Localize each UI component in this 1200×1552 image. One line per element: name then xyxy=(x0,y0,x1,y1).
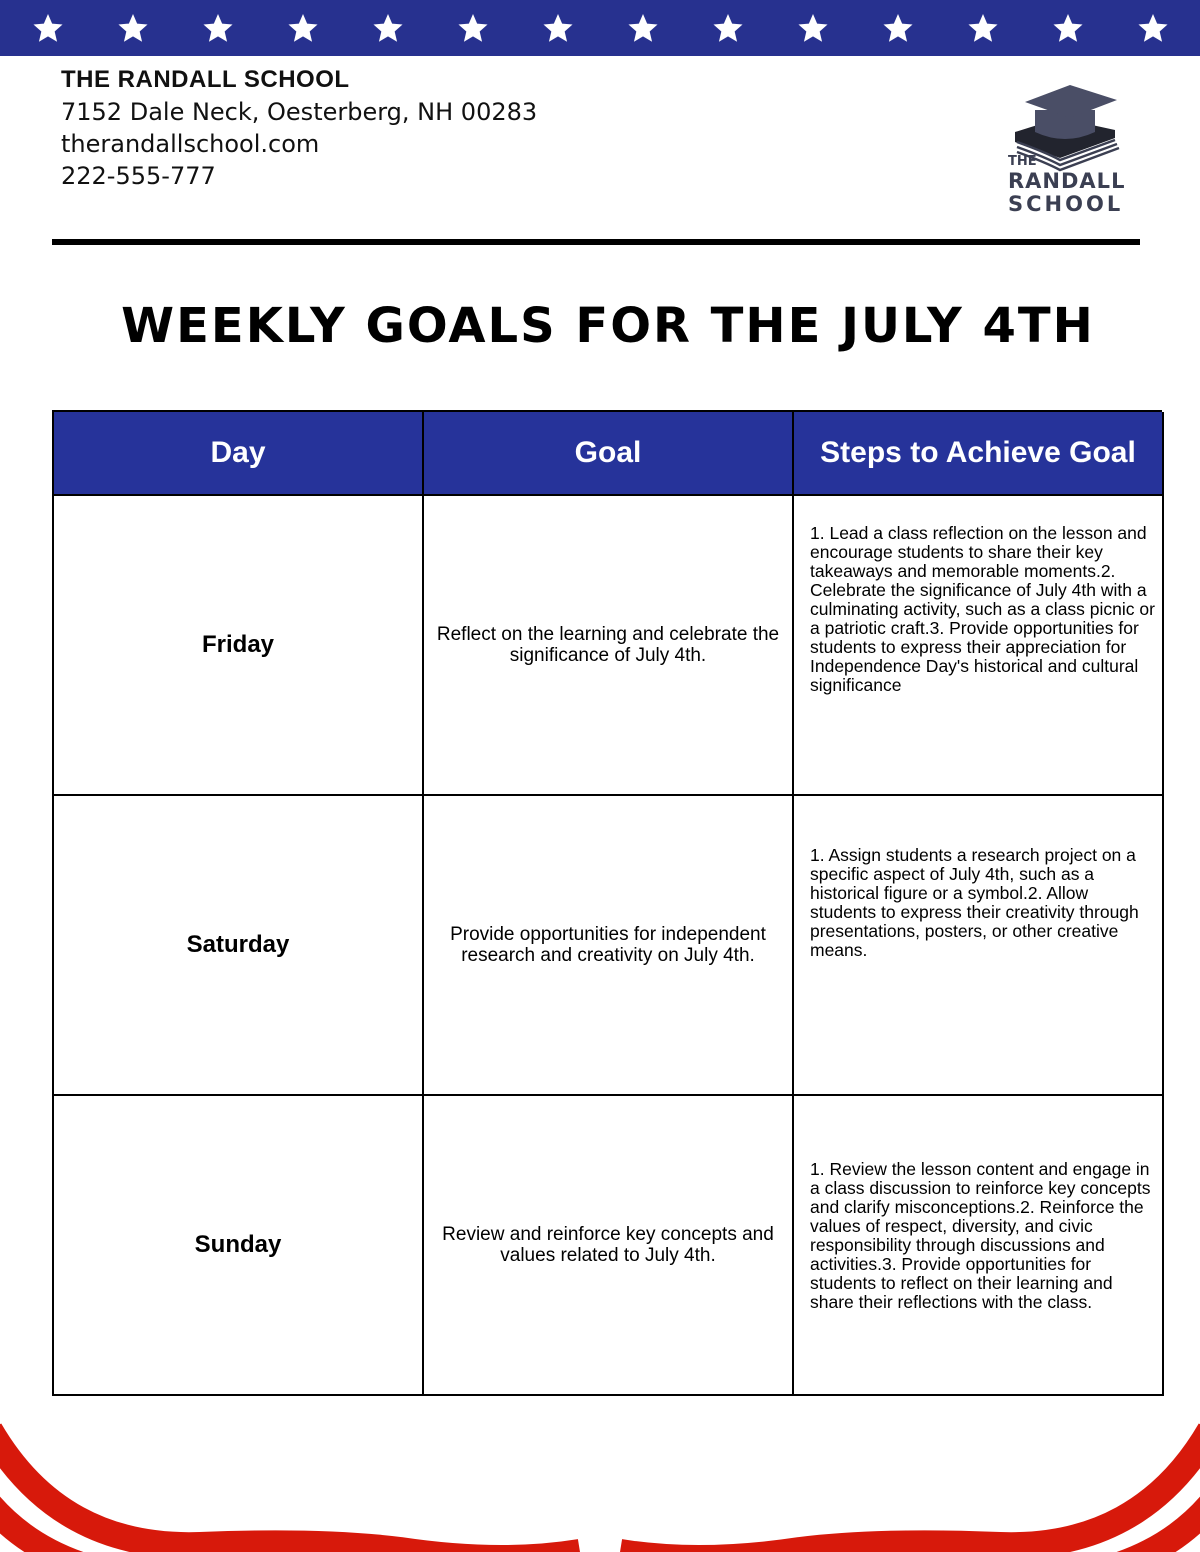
weekly-goals-table xyxy=(52,410,1162,1396)
page-title: WEEKLY GOALS FOR THE JULY 4TH xyxy=(121,298,1095,354)
star-icon xyxy=(542,12,574,44)
star-icon xyxy=(627,12,659,44)
star-banner xyxy=(0,0,1200,56)
steps-cell: 1. Review the lesson content and engage in a class discussion to reinforce key concepts and clarify misconceptions.2. Reinforce the values of respect, diversity, and civic responsibility through discussions and activities.3. Provide opportunities for students to reflect on their learning and share their reflections with the class. xyxy=(794,1096,1164,1396)
day-cell: Saturday xyxy=(54,796,424,1096)
steps-cell: 1. Assign students a research project on a specific aspect of July 4th, such as a historical figure or a symbol.2. Allow students to express their creativity through presentations, posters, or other creative means. xyxy=(794,796,1164,1096)
logo-the: THE xyxy=(1008,154,1037,169)
goal-cell: Reflect on the learning and celebrate the significance of July 4th. xyxy=(424,496,794,796)
goal-cell: Review and reinforce key concepts and values related to July 4th. xyxy=(424,1096,794,1396)
address: 7152 Dale Neck, Oesterberg, NH 00283 xyxy=(61,98,538,126)
star-icon xyxy=(457,12,489,44)
column-header-day: Day xyxy=(54,412,424,496)
logo-randall: RANDALL xyxy=(1008,169,1126,193)
website: therandallschool.com xyxy=(61,130,320,158)
steps-cell: 1. Lead a class reflection on the lesson and encourage students to share their key takeaways and memorable moments.2. Celebrate the significance of July 4th with a culminating activity, such as a class picnic or a patriotic craft.3. Provide opportunities for students to express their appreciation for Independence Day's historical and cultural significance xyxy=(794,496,1164,796)
star-icon xyxy=(712,12,744,44)
star-icon xyxy=(372,12,404,44)
school-name: THE RANDALL SCHOOL xyxy=(61,66,350,93)
star-icon xyxy=(1052,12,1084,44)
star-icon xyxy=(287,12,319,44)
star-icon xyxy=(967,12,999,44)
logo-school: SCHOOL xyxy=(1008,192,1124,216)
star-icon xyxy=(1137,12,1169,44)
red-stripes-decoration xyxy=(0,1400,1200,1552)
star-icon xyxy=(202,12,234,44)
header-divider xyxy=(52,239,1140,245)
logo-text xyxy=(1008,155,1125,215)
phone: 222-555-777 xyxy=(61,162,216,190)
star-icon xyxy=(32,12,64,44)
star-icon xyxy=(882,12,914,44)
star-icon xyxy=(117,12,149,44)
column-header-steps: Steps to Achieve Goal xyxy=(794,412,1164,496)
star-icon xyxy=(797,12,829,44)
contact-block xyxy=(61,64,537,192)
goal-cell: Provide opportunities for independent research and creativity on July 4th. xyxy=(424,796,794,1096)
day-cell: Sunday xyxy=(54,1096,424,1396)
column-header-goal: Goal xyxy=(424,412,794,496)
day-cell: Friday xyxy=(54,496,424,796)
